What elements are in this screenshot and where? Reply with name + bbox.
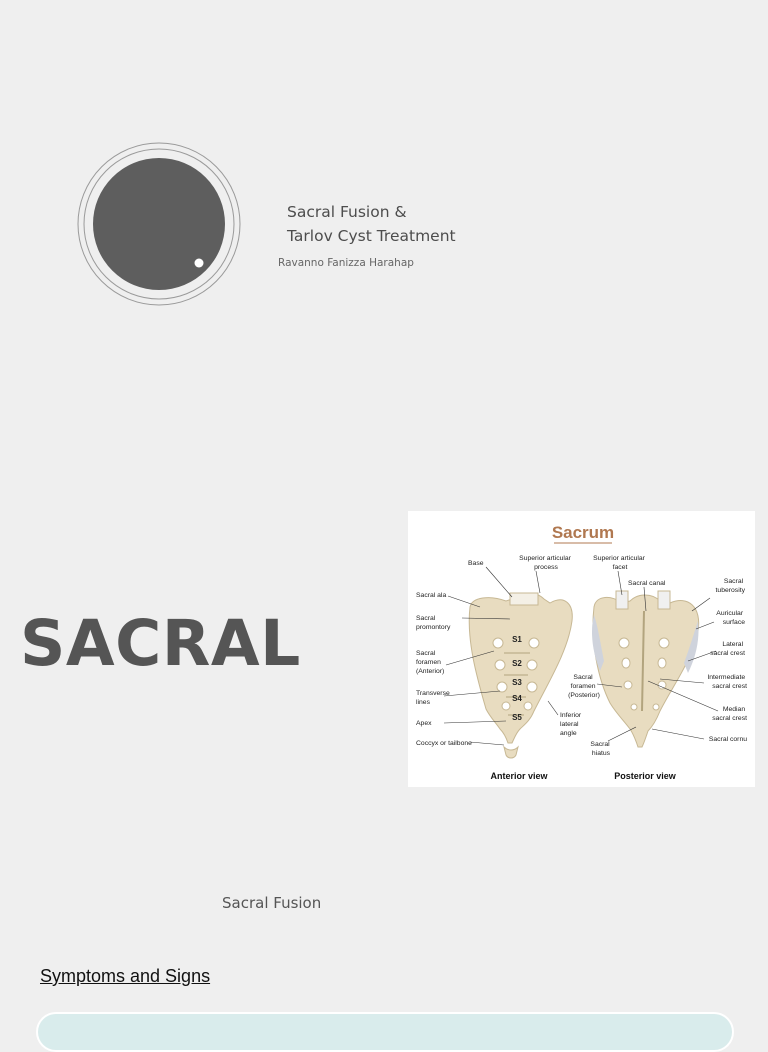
posterior-sacrum-drawing (592, 591, 699, 747)
section-heading: SACRAL (20, 607, 301, 680)
label-sacral-tuberosity: Sacral tuberosity (715, 578, 745, 594)
segment-label: S4 (512, 694, 522, 703)
author-name: Ravanno Fanizza Harahap (278, 257, 414, 269)
title-line-1: Sacral Fusion & (287, 203, 407, 221)
sacrum-figure (408, 511, 755, 787)
label-base: Base (468, 560, 484, 567)
label-intermediate-sacral-crest: Intermediate sacral crest (707, 674, 747, 690)
segment-label: S1 (512, 635, 522, 644)
content-card (36, 1012, 734, 1052)
segment-label: S3 (512, 678, 522, 687)
label-median-sacral-crest: Median sacral crest (712, 706, 747, 722)
label-sacral-promontory: Sacral promontory (416, 615, 451, 631)
label-sacral-cornu: Sacral cornu (708, 736, 747, 743)
label-auricular-surface: Auricular surface (716, 610, 745, 626)
title-line-2: Tarlov Cyst Treatment (287, 227, 456, 245)
symptoms-heading: Symptoms and Signs (40, 966, 211, 986)
label-superior-articular-facet: Superior articular facet (593, 555, 645, 571)
circle-logo-icon (76, 141, 242, 307)
figure-title: Sacrum (551, 523, 615, 542)
label-sacral-hiatus: Sacral hiatus (590, 741, 611, 757)
label-sacral-foramen-posterior: Sacral foramen (Posterior) (568, 674, 600, 699)
label-inferior-lateral-angle: Inferior lateral angle (560, 712, 582, 737)
section-subtitle: Sacral Fusion (222, 894, 322, 912)
segment-label: S2 (512, 659, 522, 668)
document-title (287, 200, 456, 248)
segment-label: S5 (512, 713, 522, 722)
label-sacral-ala: Sacral ala (416, 592, 447, 599)
anterior-sacrum-drawing (469, 593, 572, 758)
posterior-view-label: Posterior view (614, 771, 676, 781)
label-coccyx: Coccyx or tailbone (416, 740, 472, 747)
label-apex: Apex (416, 720, 432, 727)
label-sacral-canal: Sacral canal (628, 580, 666, 587)
label-lateral-sacral-crest: Lateral sacral crest (710, 641, 745, 657)
label-superior-articular-process: Superior articular process (519, 555, 571, 571)
anterior-view-label: Anterior view (490, 771, 548, 781)
label-sacral-foramen-anterior: Sacral foramen (Anterior) (416, 650, 445, 675)
label-transverse-lines: Transverse lines (416, 690, 450, 706)
